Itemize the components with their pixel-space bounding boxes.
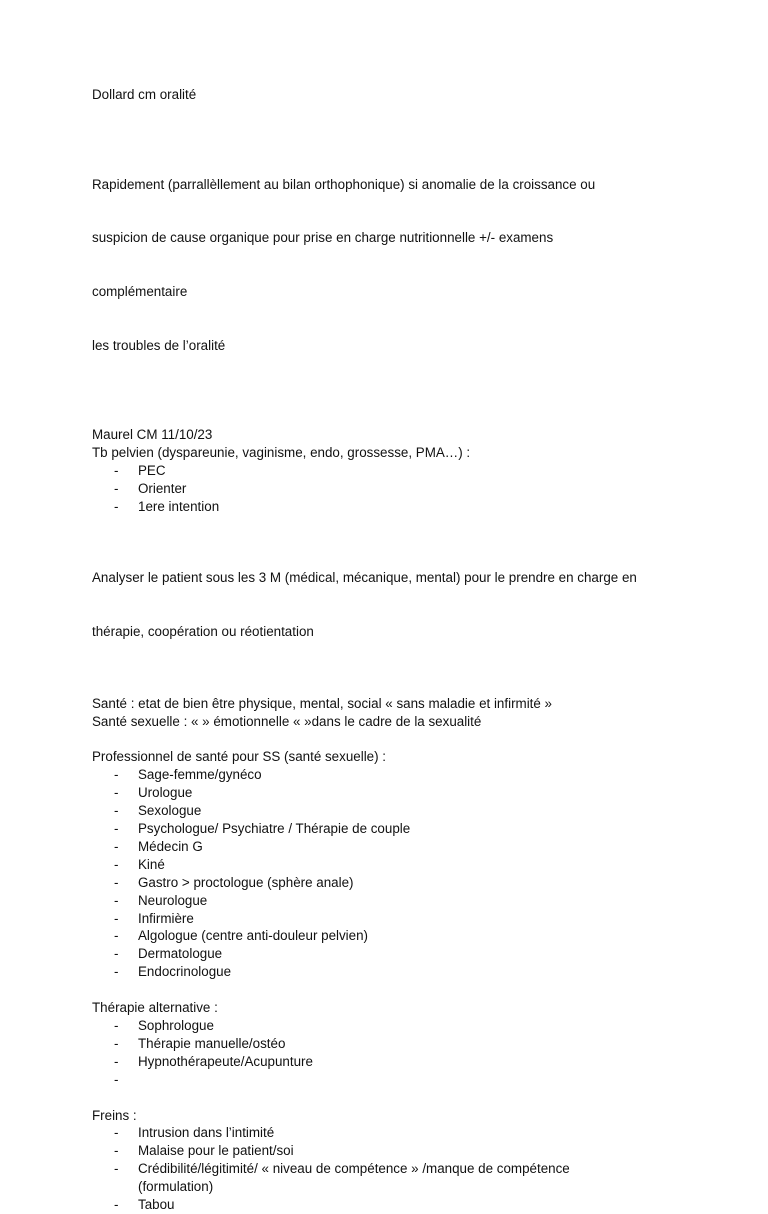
list-item: - Sexologue bbox=[114, 803, 202, 819]
dash-bullet: - bbox=[114, 964, 119, 980]
list-item bbox=[92, 1071, 682, 1089]
list-item: - Algologue (centre anti-douleur pelvien) bbox=[114, 928, 369, 944]
list-item: - Orienter bbox=[114, 480, 187, 496]
oralite-paragraph bbox=[92, 140, 682, 391]
list-item: - Infirmière bbox=[114, 910, 194, 926]
dash-bullet: - bbox=[114, 1053, 119, 1069]
sante-definition: Santé : etat de bien être physique, mental, social « sans maladie et infirmité » bbox=[92, 695, 553, 711]
list-item: - Thérapie manuelle/ostéo bbox=[114, 1035, 286, 1051]
dash-bullet: - bbox=[114, 767, 119, 783]
dash-bullet: - bbox=[114, 498, 119, 514]
document-page bbox=[92, 86, 682, 1214]
dash-bullet: - bbox=[114, 1161, 119, 1177]
dash-bullet: - bbox=[114, 856, 119, 872]
paragraph-line: suspicion de cause organique pour prise en charge nutritionnelle +/- examens bbox=[92, 230, 554, 246]
dash-bullet: - bbox=[114, 946, 119, 962]
analyse-paragraph bbox=[92, 534, 682, 677]
dash-bullet: - bbox=[114, 910, 119, 926]
dash-bullet: - bbox=[114, 1071, 119, 1087]
list-item: - Crédibilité/légitimité/ « niveau de compétence » /manque de compétence (formulation) bbox=[114, 1161, 570, 1195]
pec-list bbox=[92, 462, 682, 516]
dash-bullet: - bbox=[114, 1035, 119, 1051]
dash-bullet: - bbox=[114, 928, 119, 944]
lecture-heading: Maurel CM 11/10/23 bbox=[92, 427, 213, 443]
topic-heading: Tb pelvien (dyspareunie, vaginisme, endo, grossesse, PMA…) : bbox=[92, 445, 471, 461]
dash-bullet: - bbox=[114, 1125, 119, 1141]
professionnels-list bbox=[92, 766, 682, 981]
paragraph-line: Rapidement (parrallèllement au bilan orthophonique) si anomalie de la croissance ou bbox=[92, 176, 596, 192]
list-item: - Tabou bbox=[114, 1197, 175, 1213]
note-title: Dollard cm oralité bbox=[92, 87, 197, 102]
list-item: - 1ere intention bbox=[114, 498, 220, 514]
paragraph-line: Analyser le patient sous les 3 M (médical, mécanique, mental) pour le prendre en charge en bbox=[92, 570, 637, 586]
list-item: - Kiné bbox=[114, 856, 165, 872]
list-item: - PEC bbox=[114, 462, 166, 478]
list-item: - Neurologue bbox=[114, 892, 208, 908]
paragraph-line: complémentaire bbox=[92, 283, 188, 299]
list-item: - Gastro > proctologue (sphère anale) bbox=[114, 874, 354, 890]
list-item: - Sophrologue bbox=[114, 1018, 214, 1033]
dash-bullet: - bbox=[114, 821, 119, 837]
freins-heading: Freins : bbox=[92, 1107, 137, 1123]
dash-bullet: - bbox=[114, 462, 119, 478]
list-item: - Médecin G bbox=[114, 838, 203, 854]
list-item: - Psychologue/ Psychiatre / Thérapie de couple bbox=[114, 821, 411, 837]
alternative-list bbox=[92, 1017, 682, 1089]
list-item: - Urologue bbox=[114, 785, 193, 801]
dash-bullet: - bbox=[114, 480, 119, 496]
sante-sexuelle-definition: Santé sexuelle : « » émotionnelle « »dans le cadre de la sexualité bbox=[92, 713, 482, 729]
list-item: - Dermatologue bbox=[114, 946, 223, 962]
dash-bullet: - bbox=[114, 785, 119, 801]
dash-bullet: - bbox=[114, 874, 119, 890]
list-item: - Sage-femme/gynéco bbox=[114, 767, 262, 783]
list-item: - Intrusion dans l’intimité bbox=[114, 1125, 275, 1141]
list-item: - Hypnothérapeute/Acupunture bbox=[114, 1053, 313, 1069]
professionnels-heading: Professionnel de santé pour SS (santé sexuelle) : bbox=[92, 749, 387, 765]
dash-bullet: - bbox=[114, 892, 119, 908]
dash-bullet: - bbox=[114, 1143, 119, 1159]
paragraph-line: les troubles de l’oralité bbox=[92, 337, 226, 353]
dash-bullet: - bbox=[114, 803, 119, 819]
dash-bullet: - bbox=[114, 1018, 119, 1033]
dash-bullet: - bbox=[114, 1197, 119, 1213]
list-item: - Endocrinologue bbox=[114, 964, 232, 980]
freins-list bbox=[92, 1124, 682, 1214]
paragraph-line: thérapie, coopération ou réotientation bbox=[92, 624, 314, 640]
list-item: - Malaise pour le patient/soi bbox=[114, 1143, 294, 1159]
alternative-heading: Thérapie alternative : bbox=[92, 1000, 218, 1016]
dash-bullet: - bbox=[114, 838, 119, 854]
